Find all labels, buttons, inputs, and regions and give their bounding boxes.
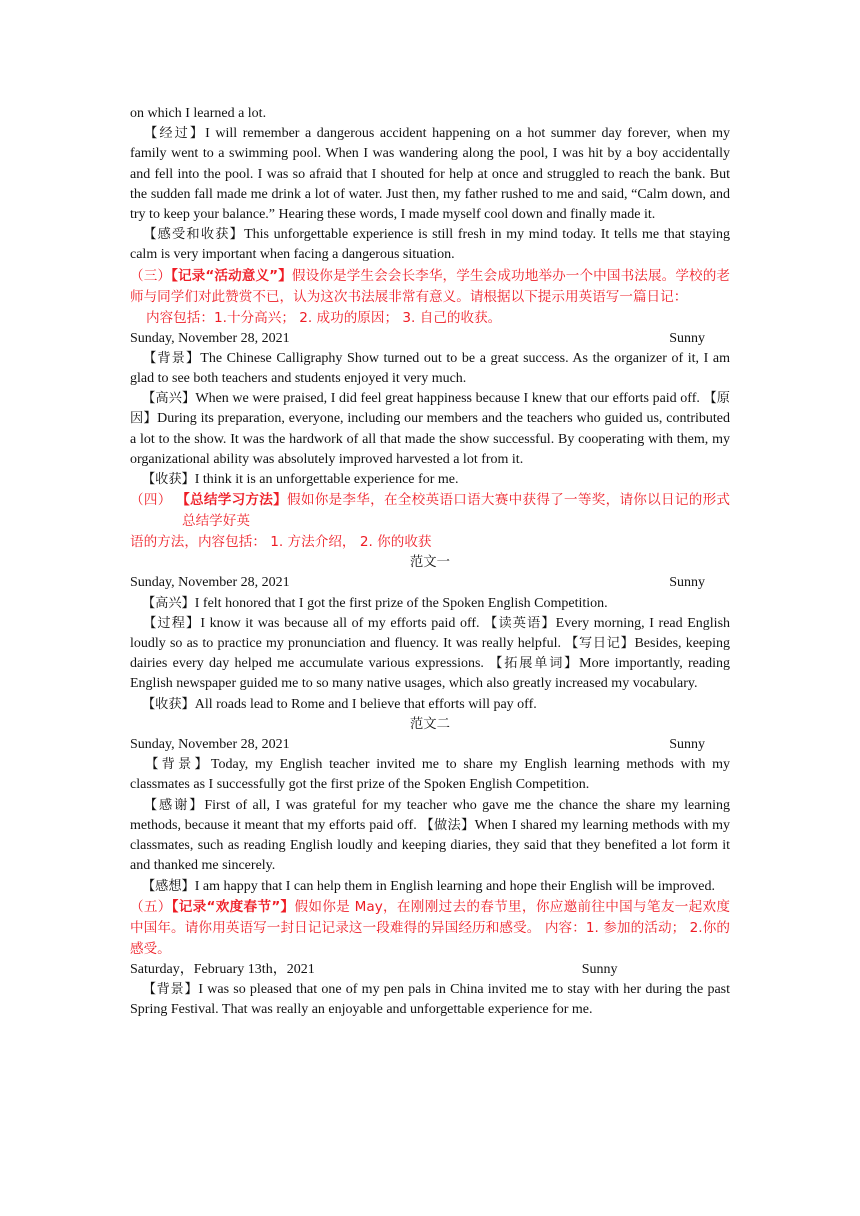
tag-label: 【收获】 [142, 696, 195, 712]
paragraph-text: I felt honored that I got the first prize of the Spoken English Competition. [194, 595, 608, 611]
paragraph-text: I will remember a dangerous accident happening on a hot summer day forever, when my family went to a swimming pool. When I was wandering along the pool, I was hit by a boy accidentally and fell into the pool. I was so afraid that I shouted for help at once and struggled to reach the bank. But the sudden fall made me drink a lot of water. Just then, my father rushed to me and said, “Calm down, and try to keep your balance.” Hearing these words, I made myself cool down and finally made it. [130, 126, 730, 223]
paragraph-background [130, 349, 730, 389]
paragraph-feeling [130, 225, 730, 265]
paragraph-text: When we were praised, I did feel great happiness because I knew that our efforts paid off. [195, 391, 704, 407]
diary-dateline [130, 960, 730, 980]
tag-label: 【写日记】 [565, 636, 635, 652]
tag-label: 【过程】 [142, 615, 201, 631]
diary-author: Sunny [669, 737, 705, 753]
paragraph-text: First of all, I was grateful for my teacher who gave me the chance the share my learning methods, because it meant that my efforts paid off. [130, 797, 731, 833]
tag-label: 【原因】 [130, 391, 730, 427]
sample-2-title: 范文二 [409, 716, 451, 732]
paragraph-text: When I shared my learning methods with my classmates, such as reading English loudly and keeping diaries, they said that they benefited a lot form it and thanked me sincerely. [130, 817, 730, 874]
tag-label: 【感谢】 [142, 797, 205, 813]
section-5-prompt [130, 897, 730, 960]
paragraph-text: Every morning, I read English loudly so as to practice my pronunciation and fluency. It was really helpful. [130, 615, 731, 652]
section-prompt: 假如你是 May，在刚刚过去的春节里，你应邀前往中国与笔友一起欢度中国年。请你用英语写一封日记记录这一段难得的异国经历和感受。 内容：1. 参加的活动； 2.你的感受。 [130, 898, 730, 957]
paragraph-ending: on which I learned a lot. [130, 106, 267, 121]
diary-author: Sunny [581, 961, 618, 977]
tag-label: 【背景】 [142, 350, 201, 366]
section-number: （三） [130, 267, 172, 284]
tag-label: 【背景】 [142, 981, 199, 997]
paragraph-process [130, 614, 730, 695]
diary-author: Sunny [669, 330, 705, 346]
paragraph-happy [130, 389, 730, 470]
paragraph-gain [130, 470, 730, 490]
tag-label: 【高兴】 [142, 391, 196, 407]
section-heading: 【记录“活动意义”】 [171, 267, 292, 284]
section-3-prompt [130, 266, 730, 308]
document-page [130, 104, 730, 1020]
paragraph-background [130, 980, 730, 1020]
diary-date: Sunday, November 28, 2021 [130, 575, 290, 591]
diary-date: Saturday，February 13th，2021 [130, 961, 315, 977]
paragraph-process [130, 124, 730, 225]
tag-label: 【做法】 [420, 817, 475, 833]
tag-label: 【高兴】 [142, 595, 195, 611]
tag-label: 【拓展单词】 [489, 656, 580, 672]
section-number: （五） [130, 898, 172, 915]
content-requirements: 内容包括：1.十分高兴； 2. 成功的原因； 3. 自己的收获。 [146, 309, 502, 326]
section-3-content [130, 308, 730, 329]
tag-label: 【经过】 [142, 126, 206, 142]
paragraph-text: More importantly, reading English newspaper guided me to so many native usages, which also greatly increased my vocabulary. [130, 656, 730, 692]
diary-date: Sunday, November 28, 2021 [130, 737, 290, 753]
paragraph-text: All roads lead to Rome and I believe that efforts will pay off. [194, 696, 537, 712]
diary-author: Sunny [669, 575, 705, 591]
tag-label: 【收获】 [142, 472, 195, 488]
paragraph-text: I think it is an unforgettable experience for me. [194, 472, 459, 488]
paragraph-text: Today, my English teacher invited me to share my English learning methods with my classmates as I successfully got the first prize of the Spoken English Competition. [130, 757, 731, 793]
diary-dateline [130, 573, 730, 593]
sample-1-title: 范文一 [409, 555, 451, 571]
tag-label: 【感受和收获】 [142, 227, 245, 243]
section-prompt: 假如你是李华，在全校英语口语大赛中获得了一等奖，请你以日记的形式总结学好英 [182, 492, 731, 530]
paragraph-text: This unforgettable experience is still fresh in my mind today. It tells me that staying calm is very important when facing a dangerous situation. [130, 227, 731, 263]
paragraph-thanks [130, 796, 730, 877]
paragraph-happy [130, 594, 730, 614]
paragraph-text: I am happy that I can help them in English learning and hope their English will be improved. [194, 878, 715, 894]
diary-date: Sunday, November 28, 2021 [130, 330, 290, 346]
tag-label: 【背景】 [142, 757, 211, 773]
paragraph-text: Besides, keeping dairies every day helped me accumulate various expressions. [130, 636, 731, 672]
paragraph-reflection [130, 877, 730, 897]
paragraph-text: I know it was because all of my efforts paid off. [200, 615, 485, 631]
section-4-prompt-cont: 语的方法，内容包括： 1. 方法介绍， 2. 你的收获 [130, 534, 432, 551]
paragraph-gain [130, 695, 730, 715]
paragraph-text: During its preparation, everyone, including our members and the teachers who guided us, contributed a lot to the show. It was the hardwork of all that made the show successful. By cooperating with them, my organizational ability was absolutely improved harvested a lot from it. [130, 411, 730, 467]
tag-label: 【读英语】 [484, 615, 556, 631]
diary-dateline [130, 329, 730, 349]
section-heading: 【总结学习方法】 [176, 492, 287, 509]
diary-dateline [130, 735, 730, 755]
section-4-prompt [130, 490, 730, 532]
paragraph-background [130, 755, 730, 795]
section-prompt: 假设你是学生会会长李华，学生会成功地举办一个中国书法展。学校的老师与同学们对此赞赏不已，认为这次书法展非常有意义。请根据以下提示用英语写一篇日记： [130, 267, 731, 305]
section-heading: 【记录“欢度春节”】 [171, 898, 295, 915]
tag-label: 【感想】 [142, 878, 195, 894]
section-number: （四） [130, 492, 172, 509]
paragraph-text: I was so pleased that one of my pen pals in China invited me to stay with her during the past Spring Festival. That was really an enjoyable and unforgettable experience for me. [130, 981, 730, 1018]
paragraph-text: The Chinese Calligraphy Show turned out to be a great success. As the organizer of it, I am glad to see both teachers and students enjoyed it very much. [130, 350, 731, 387]
